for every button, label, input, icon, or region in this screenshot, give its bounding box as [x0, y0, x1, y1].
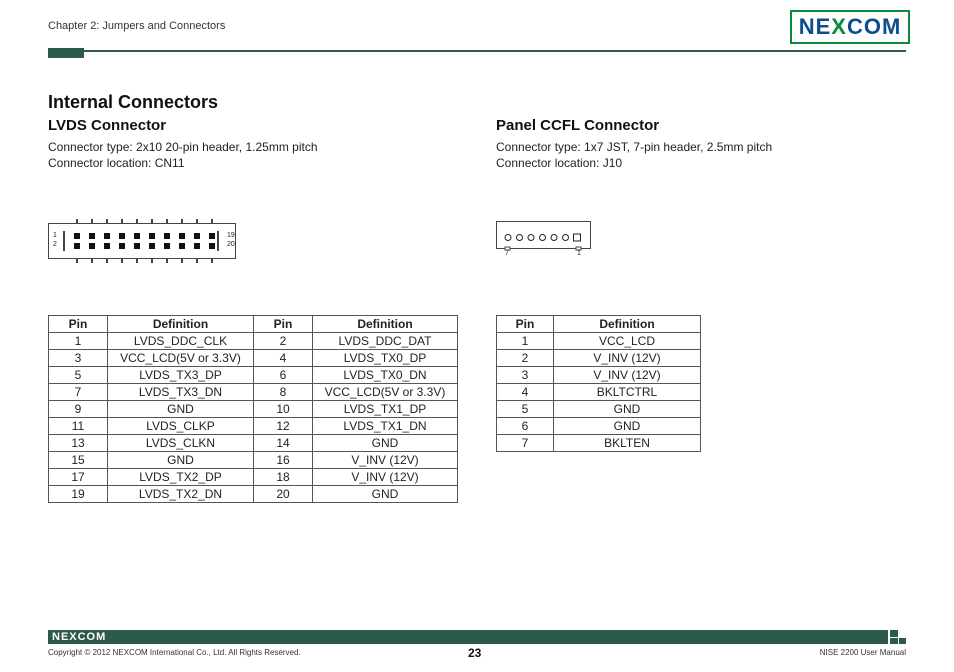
lvds-label-pin20: 20 [227, 241, 235, 248]
logo-text-x: X [831, 14, 847, 39]
definition-cell: LVDS_DDC_DAT [313, 333, 458, 350]
footer-square [890, 630, 898, 637]
pin-cell: 12 [254, 418, 313, 435]
table-row [49, 435, 458, 452]
pin-lead [211, 258, 213, 263]
lvds-pin-table [48, 315, 458, 503]
lvds-pin [194, 243, 200, 249]
pin-lead [106, 258, 108, 263]
ccfl-pin [540, 235, 546, 241]
definition-cell: LVDS_TX2_DP [108, 469, 254, 486]
pin-cell: 1 [497, 333, 554, 350]
definition-cell: LVDS_TX0_DP [313, 350, 458, 367]
table-header-row [497, 316, 701, 333]
definition-cell: LVDS_CLKN [108, 435, 254, 452]
ccfl-pin [563, 235, 569, 241]
lvds-pin [209, 243, 215, 249]
table-row [497, 418, 701, 435]
pin-lead [91, 258, 93, 263]
pin-cell: 3 [497, 367, 554, 384]
footer-square [890, 638, 898, 644]
lvds-pin [89, 243, 95, 249]
definition-cell: V_INV (12V) [554, 350, 701, 367]
lvds-connector-diagram [48, 219, 236, 263]
logo-text-ne: NE [798, 14, 832, 39]
pin-cell: 15 [49, 452, 108, 469]
lvds-pin [209, 233, 215, 239]
ccfl-label-pin1: 1 [577, 250, 581, 257]
ccfl-pin-table [496, 315, 701, 452]
chapter-heading: Chapter 2: Jumpers and Connectors [48, 20, 226, 32]
table-row [49, 367, 458, 384]
pin-cell: 7 [497, 435, 554, 452]
pin-lead [166, 219, 168, 224]
pin-cell: 19 [49, 486, 108, 503]
pin-cell: 3 [49, 350, 108, 367]
pin-cell: 6 [497, 418, 554, 435]
pin-cell: 16 [254, 452, 313, 469]
pin-lead [151, 219, 153, 224]
pin-cell: 8 [254, 384, 313, 401]
definition-cell: LVDS_TX1_DN [313, 418, 458, 435]
definition-cell: LVDS_TX0_DN [313, 367, 458, 384]
manual-name: NISE 2200 User Manual [819, 648, 906, 657]
table-row [49, 401, 458, 418]
lvds-pin [164, 243, 170, 249]
ccfl-type: Connector type: 1x7 JST, 7-pin header, 2.5mm pitch [496, 140, 773, 154]
pin-lead [121, 219, 123, 224]
ccfl-pin [528, 235, 534, 241]
header-pin: Pin [254, 316, 313, 333]
pin-lead [121, 258, 123, 263]
lvds-pin [119, 233, 125, 239]
header-definition: Definition [554, 316, 701, 333]
pin-lead [136, 258, 138, 263]
pin-cell: 4 [254, 350, 313, 367]
lvds-pin [104, 243, 110, 249]
pin-lead [76, 258, 78, 263]
lvds-pin [74, 233, 80, 239]
ccfl-pin [574, 234, 581, 241]
ccfl-title: Panel CCFL Connector [496, 117, 660, 134]
pin-lead [166, 258, 168, 263]
table-row [497, 435, 701, 452]
ccfl-pin [551, 235, 557, 241]
pin-lead [196, 258, 198, 263]
pin-cell: 2 [254, 333, 313, 350]
definition-cell: LVDS_TX3_DN [108, 384, 254, 401]
lvds-label-pin2: 2 [53, 241, 57, 248]
pin-cell: 2 [497, 350, 554, 367]
lvds-location: Connector location: CN11 [48, 156, 185, 170]
pin-lead [136, 219, 138, 224]
ccfl-pin [505, 235, 511, 241]
pin-cell: 1 [49, 333, 108, 350]
lvds-title: LVDS Connector [48, 117, 167, 134]
lvds-pin [149, 243, 155, 249]
lvds-pin [134, 243, 140, 249]
pin-cell: 18 [254, 469, 313, 486]
definition-cell: LVDS_TX2_DN [108, 486, 254, 503]
lvds-pin [164, 233, 170, 239]
footer-bar [48, 630, 888, 644]
table-header-row [49, 316, 458, 333]
header-definition: Definition [313, 316, 458, 333]
pin-cell: 20 [254, 486, 313, 503]
definition-cell: GND [313, 435, 458, 452]
pin-lead [211, 219, 213, 224]
lvds-label-pin1: 1 [53, 232, 57, 239]
pin-lead [181, 258, 183, 263]
table-row [497, 367, 701, 384]
pin-lead [76, 219, 78, 224]
header-definition: Definition [108, 316, 254, 333]
lvds-pin [119, 243, 125, 249]
pin-cell: 13 [49, 435, 108, 452]
pin-cell: 5 [49, 367, 108, 384]
table-row [49, 469, 458, 486]
page-title: Internal Connectors [48, 92, 219, 112]
lvds-pin [194, 233, 200, 239]
definition-cell: GND [313, 486, 458, 503]
ccfl-connector-diagram [496, 221, 594, 261]
pin-cell: 14 [254, 435, 313, 452]
lvds-pin [179, 243, 185, 249]
table-row [49, 486, 458, 503]
pin-lead [151, 258, 153, 263]
pin-cell: 6 [254, 367, 313, 384]
table-row [49, 452, 458, 469]
table-row [49, 418, 458, 435]
definition-cell: VCC_LCD [554, 333, 701, 350]
footer-logo: NEXCOM [52, 631, 107, 643]
table-row [49, 384, 458, 401]
table-row [497, 350, 701, 367]
header-pin: Pin [497, 316, 554, 333]
logo-text-com: COM [846, 14, 902, 39]
pin-lead [91, 219, 93, 224]
definition-cell: VCC_LCD(5V or 3.3V) [108, 350, 254, 367]
ccfl-location: Connector location: J10 [496, 156, 623, 170]
definition-cell: GND [108, 452, 254, 469]
definition-cell: GND [554, 401, 701, 418]
definition-cell: LVDS_DDC_CLK [108, 333, 254, 350]
definition-cell: V_INV (12V) [313, 469, 458, 486]
table-row [49, 333, 458, 350]
definition-cell: BKLTEN [554, 435, 701, 452]
header-rule [48, 50, 906, 52]
pin-lead [106, 219, 108, 224]
lvds-pin [89, 233, 95, 239]
pin-cell: 7 [49, 384, 108, 401]
pin-cell: 4 [497, 384, 554, 401]
definition-cell: BKLTCTRL [554, 384, 701, 401]
lvds-label-pin19: 19 [227, 232, 235, 239]
pin-cell: 11 [49, 418, 108, 435]
ccfl-pin [517, 235, 523, 241]
definition-cell: LVDS_TX3_DP [108, 367, 254, 384]
footer-square [899, 638, 906, 644]
pin-cell: 17 [49, 469, 108, 486]
page-number: 23 [468, 646, 482, 660]
lvds-pin [179, 233, 185, 239]
definition-cell: GND [554, 418, 701, 435]
table-row [497, 401, 701, 418]
lvds-type: Connector type: 2x10 20-pin header, 1.25mm pitch [48, 140, 318, 154]
nexcom-logo [790, 10, 910, 44]
copyright-text: Copyright © 2012 NEXCOM International Co., Ltd. All Rights Reserved. [48, 648, 301, 657]
definition-cell: V_INV (12V) [313, 452, 458, 469]
pin-lead [196, 219, 198, 224]
definition-cell: VCC_LCD(5V or 3.3V) [313, 384, 458, 401]
definition-cell: LVDS_CLKP [108, 418, 254, 435]
lvds-pin [149, 233, 155, 239]
lvds-connector-drawing [48, 219, 236, 263]
lvds-pin [104, 233, 110, 239]
pin-cell: 9 [49, 401, 108, 418]
pin-cell: 5 [497, 401, 554, 418]
definition-cell: LVDS_TX1_DP [313, 401, 458, 418]
lvds-pin [134, 233, 140, 239]
table-row [497, 384, 701, 401]
header-pin: Pin [49, 316, 108, 333]
pin-cell: 10 [254, 401, 313, 418]
definition-cell: GND [108, 401, 254, 418]
table-row [497, 333, 701, 350]
ccfl-label-pin7: 7 [505, 250, 509, 257]
table-row [49, 350, 458, 367]
definition-cell: V_INV (12V) [554, 367, 701, 384]
pin-lead [181, 219, 183, 224]
lvds-pin [74, 243, 80, 249]
